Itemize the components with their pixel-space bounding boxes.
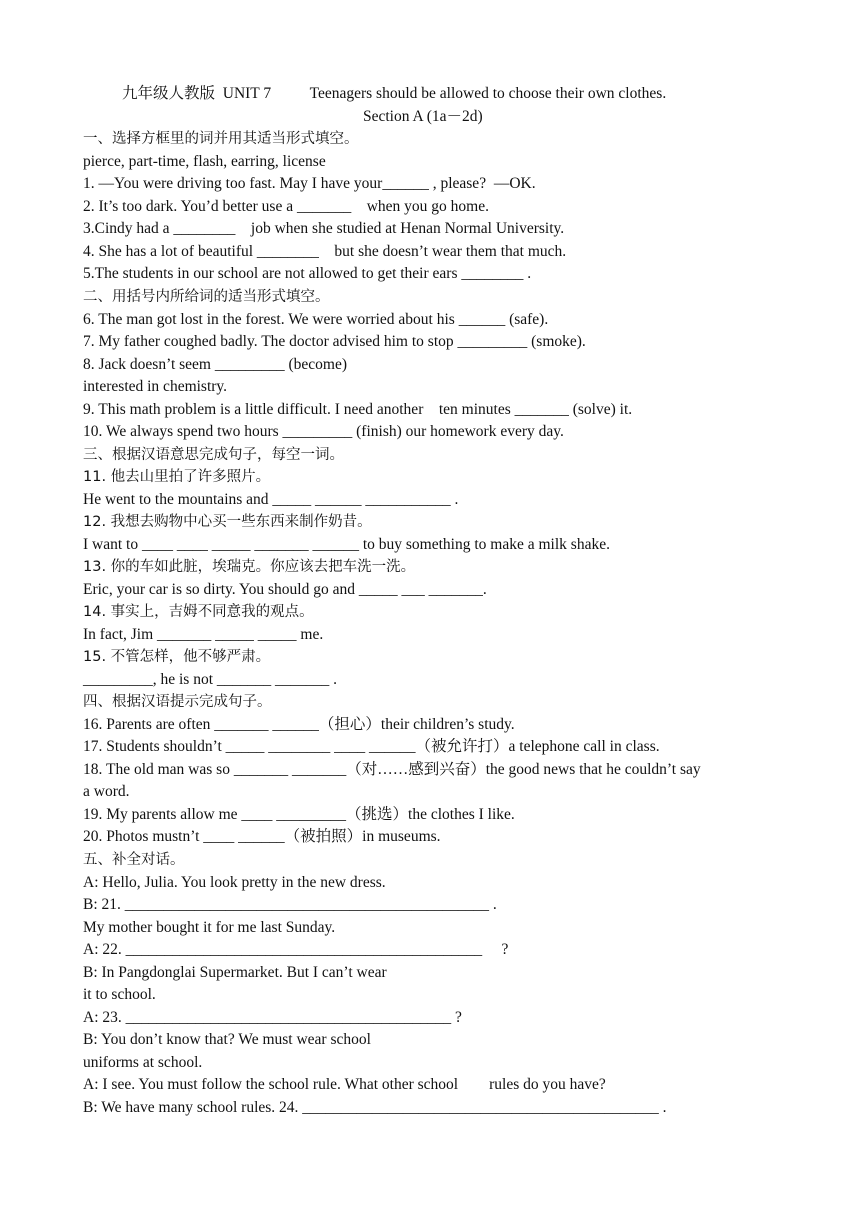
dialogue-line-22: A: 22. ______________________________________________ ? <box>83 941 509 958</box>
dialogue-line: A: I see. You must follow the school rule. What other school rules do you have? <box>83 1076 606 1093</box>
dialogue-line: A: Hello, Julia. You look pretty in the new dress. <box>83 874 386 891</box>
word-box: pierce, part-time, flash, earring, license <box>83 153 326 170</box>
section-1-heading: 一、选择方框里的词并用其适当形式填空。 <box>83 131 359 147</box>
question-13-english: Eric, your car is so dirty. You should go and _____ ___ _______. <box>83 581 487 598</box>
worksheet-subtitle: Section A (1a－2d) <box>363 108 483 125</box>
question-9: 9. This math problem is a little difficult. I need another ten minutes _______ (solve) it. <box>83 401 633 418</box>
question-4: 4. She has a lot of beautiful ________ but she doesn’t wear them that much. <box>83 243 567 260</box>
question-20: 20. Photos mustn’t ____ ______（被拍照）in museums. <box>83 828 441 845</box>
question-15-english: _________, he is not _______ _______ . <box>83 671 338 688</box>
question-13-chinese: 13. 你的车如此脏，埃瑞克。你应该去把车洗一洗。 <box>83 559 416 575</box>
question-7: 7. My father coughed badly. The doctor advised him to stop _________ (smoke). <box>83 333 586 350</box>
question-2: 2. It’s too dark. You’d better use a _______ when you go home. <box>83 198 489 215</box>
dialogue-line: B: In Pangdonglai Supermarket. But I can’t wear <box>83 964 387 981</box>
question-17: 17. Students shouldn’t _____ ________ ____ ______（被允许打）a telephone call in class. <box>83 738 660 755</box>
question-8: 8. Jack doesn’t seem _________ (become) <box>83 356 348 373</box>
question-6: 6. The man got lost in the forest. We were worried about his ______ (safe). <box>83 311 549 328</box>
dialogue-line: B: You don’t know that? We must wear school <box>83 1031 371 1048</box>
section-2-heading: 二、用括号内所给词的适当形式填空。 <box>83 289 330 305</box>
question-5: 5.The students in our school are not allowed to get their ears ________ . <box>83 265 532 282</box>
question-12-english: I want to ____ ____ _____ _______ ______ to buy something to make a milk shake. <box>83 536 610 553</box>
question-11-chinese: 11. 他去山里拍了许多照片。 <box>83 469 271 485</box>
question-11-english: He went to the mountains and _____ ______ ___________ . <box>83 491 459 508</box>
question-12-chinese: 12. 我想去购物中心买一些东西来制作奶昔。 <box>83 514 372 530</box>
question-1: 1. —You were driving too fast. May I have your______ , please? —OK. <box>83 175 536 192</box>
question-18: 18. The old man was so _______ _______（对……感到兴奋）the good news that he couldn’t say <box>83 761 701 778</box>
question-14-english: In fact, Jim _______ _____ _____ me. <box>83 626 324 643</box>
dialogue-line-24: B: We have many school rules. 24. ______________________________________________ . <box>83 1099 667 1116</box>
question-8-continued: interested in chemistry. <box>83 378 228 395</box>
question-10: 10. We always spend two hours _________ (finish) our homework every day. <box>83 423 564 440</box>
question-16: 16. Parents are often _______ ______（担心）their children’s study. <box>83 716 515 733</box>
question-15-chinese: 15. 不管怎样，他不够严肃。 <box>83 649 271 665</box>
dialogue-line: it to school. <box>83 986 156 1003</box>
dialogue-line-23: A: 23. __________________________________________ ? <box>83 1009 462 1026</box>
question-14-chinese: 14. 事实上，吉姆不同意我的观点。 <box>83 604 314 620</box>
dialogue-line: uniforms at school. <box>83 1054 203 1071</box>
worksheet-title: 九年级人教版 UNIT 7 Teenagers should be allowed to choose their own clothes. <box>122 85 667 102</box>
dialogue-line: My mother bought it for me last Sunday. <box>83 919 336 936</box>
question-18-continued: a word. <box>83 783 130 800</box>
question-3: 3.Cindy had a ________ job when she studied at Henan Normal University. <box>83 220 565 237</box>
section-5-heading: 五、补全对话。 <box>83 852 185 868</box>
question-19: 19. My parents allow me ____ _________（挑选）the clothes I like. <box>83 806 515 823</box>
section-3-heading: 三、根据汉语意思完成句子，每空一词。 <box>83 447 344 463</box>
dialogue-line-21: B: 21. _______________________________________________ . <box>83 896 497 913</box>
section-4-heading: 四、根据汉语提示完成句子。 <box>83 694 272 710</box>
